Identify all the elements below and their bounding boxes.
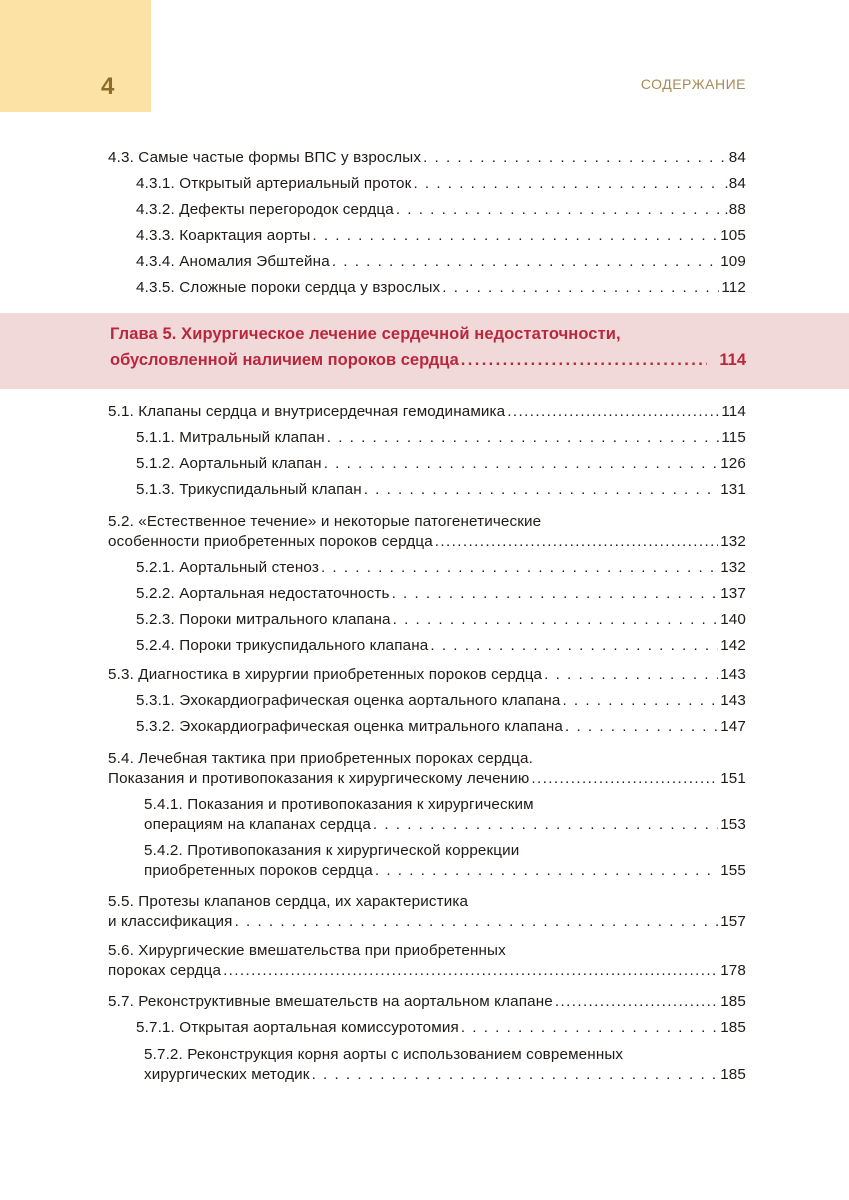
leader-dots bbox=[461, 347, 708, 373]
leader-dots bbox=[235, 909, 719, 935]
leader-dots bbox=[392, 581, 719, 607]
toc-page: 153 bbox=[720, 816, 746, 833]
chapter-page: 114 bbox=[719, 351, 746, 369]
leader-dots bbox=[327, 425, 720, 451]
toc-entry-5-3-1[interactable]: 5.3.1. Эхокардиографическая оценка аортального клапана . . . 143 bbox=[136, 688, 746, 714]
toc-entry-5-4-line-1[interactable]: 5.4. Лечебная тактика при приобретенных пороках сердца. bbox=[108, 750, 533, 767]
leader-dots bbox=[430, 633, 718, 659]
toc-page: .84 bbox=[724, 175, 746, 192]
leader-dots bbox=[312, 1062, 719, 1088]
toc-page: 131 bbox=[720, 481, 746, 498]
toc-entry-5-4-2-line-1[interactable]: 5.4.2. Противопоказания к хирургической коррекции bbox=[144, 842, 520, 859]
toc-page: 109 bbox=[720, 253, 746, 270]
leader-dots bbox=[413, 171, 722, 197]
leader-dots bbox=[461, 1015, 718, 1041]
toc-entry-5-3-2[interactable]: 5.3.2. Эхокардиографическая оценка митрального клапана . . . 147 bbox=[136, 714, 746, 740]
toc-entry-5-4-1[interactable]: операциям на клапанах сердца . . . 153 bbox=[144, 812, 746, 838]
leader-dots bbox=[332, 249, 718, 275]
toc-entry-5-5[interactable]: и классификация . . . 157 bbox=[108, 909, 746, 935]
toc-entry-5-1-3[interactable]: 5.1.3. Трикуспидальный клапан . . . 131 bbox=[136, 477, 746, 503]
toc-page: 140 bbox=[720, 611, 746, 628]
leader-dots bbox=[375, 858, 718, 884]
toc-entry-4-3[interactable]: 4.3. Самые частые формы ВПС у взрослых . . . 84 bbox=[108, 145, 746, 171]
toc-entry-4-3-4[interactable]: 4.3.4. Аномалия Эбштейна . . . 109 bbox=[136, 249, 746, 275]
toc-page: 114 bbox=[721, 403, 746, 420]
toc-entry-5-2[interactable]: особенности приобретенных пороков сердца ..... 132 bbox=[108, 529, 746, 555]
page-number: 4 bbox=[101, 73, 115, 100]
page-tab bbox=[0, 0, 151, 112]
toc-entry-5-2-3[interactable]: 5.2.3. Пороки митрального клапана . . . 140 bbox=[136, 607, 746, 633]
running-head: СОДЕРЖАНИЕ bbox=[640, 76, 746, 92]
toc-entry-5-1-1[interactable]: 5.1.1. Митральный клапан . . . 115 bbox=[136, 425, 746, 451]
toc-entry-4-3-1[interactable]: 4.3.1. Открытый артериальный проток . . . .84 bbox=[136, 171, 746, 197]
leader-dots bbox=[423, 145, 727, 171]
toc-entry-5-3[interactable]: 5.3. Диагностика в хирургии приобретенных пороков сердца . . . 143 bbox=[108, 662, 746, 688]
toc-entry-4-3-5[interactable]: 4.3.5. Сложные пороки сердца у взрослых . . . 112 bbox=[136, 275, 746, 301]
toc-entry-4-3-3[interactable]: 4.3.3. Коарктация аорты . . . 105 bbox=[136, 223, 746, 249]
leader-dots bbox=[435, 529, 718, 555]
toc-page: 157 bbox=[720, 913, 746, 930]
leader-dots bbox=[565, 714, 718, 740]
toc-page: 132 bbox=[720, 559, 746, 576]
leader-dots bbox=[507, 399, 719, 425]
toc-page: 147 bbox=[720, 718, 746, 735]
toc-entry-5-2-line-1[interactable]: 5.2. «Естественное течение» и некоторые патогенетические bbox=[108, 513, 542, 530]
toc-page: 115 bbox=[721, 429, 746, 446]
toc-page: 143 bbox=[720, 666, 746, 683]
toc-page: 185 bbox=[720, 993, 746, 1010]
leader-dots bbox=[373, 812, 718, 838]
toc-entry-5-2-1[interactable]: 5.2.1. Аортальный стеноз . . . 132 bbox=[136, 555, 746, 581]
toc-page: 137 bbox=[720, 585, 746, 602]
toc-entry-5-4-1-line-1[interactable]: 5.4.1. Показания и противопоказания к хирургическим bbox=[144, 796, 534, 813]
toc-page: 155 bbox=[720, 862, 746, 879]
toc-entry-4-3-2[interactable]: 4.3.2. Дефекты перегородок сердца . . . .88 bbox=[136, 197, 746, 223]
toc-entry-5-4-2[interactable]: приобретенных пороков сердца . . . 155 bbox=[144, 858, 746, 884]
chapter-title-line-2[interactable]: обусловленной наличием пороков сердца ..... 114 bbox=[110, 347, 746, 373]
leader-dots bbox=[364, 477, 718, 503]
leader-dots bbox=[393, 607, 719, 633]
toc-page: 178 bbox=[720, 962, 746, 979]
toc-entry-5-4[interactable]: Показания и противопоказания к хирургическому лечению ..... 151 bbox=[108, 766, 746, 792]
leader-dots bbox=[442, 275, 719, 301]
toc-entry-5-2-2[interactable]: 5.2.2. Аортальная недостаточность . . . 137 bbox=[136, 581, 746, 607]
leader-dots bbox=[324, 451, 719, 477]
toc-entry-5-6-line-1[interactable]: 5.6. Хирургические вмешательства при приобретенных bbox=[108, 942, 506, 959]
toc-page: 185 bbox=[720, 1019, 746, 1036]
toc-page: 143 bbox=[720, 692, 746, 709]
toc-entry-5-5-line-1[interactable]: 5.5. Протезы клапанов сердца, их характеристика bbox=[108, 893, 469, 910]
toc-page: 105 bbox=[720, 227, 746, 244]
toc-entry-5-1-2[interactable]: 5.1.2. Аортальный клапан . . . 126 bbox=[136, 451, 746, 477]
toc-entry-5-7[interactable]: 5.7. Реконструктивные вмешательств на аортальном клапане ..... 185 bbox=[108, 989, 746, 1015]
toc-page: 142 bbox=[720, 637, 746, 654]
toc-page: 84 bbox=[728, 149, 746, 166]
toc-page: 132 bbox=[720, 533, 746, 550]
leader-dots bbox=[555, 989, 718, 1015]
leader-dots bbox=[396, 197, 723, 223]
toc-entry-5-7-2[interactable]: хирургических методик . . . 185 bbox=[144, 1062, 746, 1088]
toc-page: 151 bbox=[720, 770, 746, 787]
leader-dots bbox=[562, 688, 718, 714]
leader-dots bbox=[544, 662, 718, 688]
leader-dots bbox=[531, 766, 718, 792]
toc-entry-5-7-1[interactable]: 5.7.1. Открытая аортальная комиссуротомия . . . 185 bbox=[136, 1015, 746, 1041]
toc-page: 185 bbox=[720, 1066, 746, 1083]
toc-entry-5-2-4[interactable]: 5.2.4. Пороки трикуспидального клапана . . . 142 bbox=[136, 633, 746, 659]
leader-dots bbox=[312, 223, 718, 249]
toc-page: .88 bbox=[724, 201, 746, 218]
chapter-title-line-1[interactable]: Глава 5. Хирургическое лечение сердечной недостаточности, bbox=[110, 325, 621, 343]
leader-dots bbox=[223, 958, 718, 984]
toc-page: 112 bbox=[721, 279, 746, 296]
toc-entry-5-6[interactable]: пороках сердца ..... 178 bbox=[108, 958, 746, 984]
toc-entry-5-1[interactable]: 5.1. Клапаны сердца и внутрисердечная гемодинамика ..... 114 bbox=[108, 399, 746, 425]
toc-page: 126 bbox=[720, 455, 746, 472]
toc-entry-5-7-2-line-1[interactable]: 5.7.2. Реконструкция корня аорты с использованием современных bbox=[144, 1046, 624, 1063]
leader-dots bbox=[321, 555, 718, 581]
